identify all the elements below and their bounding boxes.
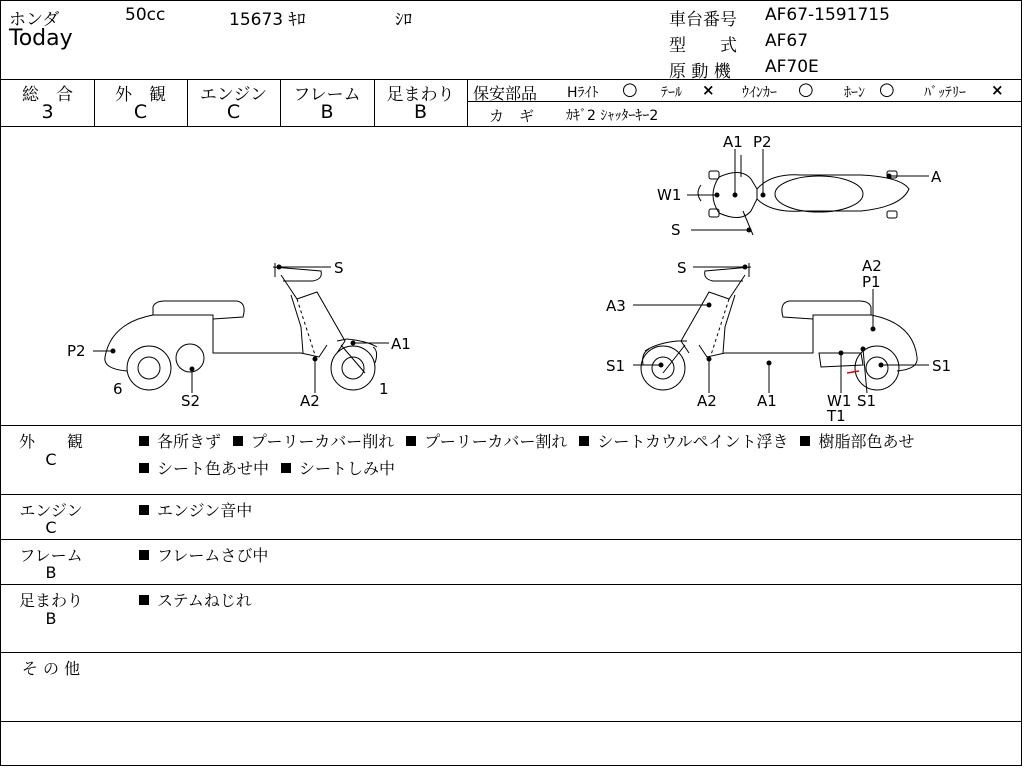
label-top-p2: P2 — [753, 133, 772, 151]
grade-engine-label: エンジン — [199, 85, 268, 105]
note-item: フレームさび中 — [137, 543, 268, 566]
grade-suspension-label: 足まわり — [386, 85, 455, 105]
grade-engine-value: C — [226, 101, 241, 123]
engine-value: AF70E — [765, 57, 819, 77]
winker-mark: ○ — [798, 79, 814, 100]
label-right-p1: P1 — [862, 273, 881, 291]
note-item: 樹脂部色あせ — [798, 429, 914, 452]
grade-exterior-value: C — [133, 101, 148, 123]
section-exterior-notes — [137, 429, 1019, 479]
divider — [467, 79, 468, 126]
maker: ホンダ — [9, 10, 60, 30]
label-left-1: 1 — [379, 380, 389, 398]
section-other-label: そ の 他 — [21, 659, 81, 678]
winker-label: ｳｲﾝｶｰ — [742, 85, 777, 101]
mileage: 15673 ｷﾛ — [229, 10, 306, 30]
label-right-a2-top: A2 — [862, 257, 882, 275]
label-right-s1-left: S1 — [606, 357, 626, 375]
label-right-s: S — [677, 259, 687, 277]
engine-label: 原 動 機 — [669, 62, 731, 82]
color: ｼﾛ — [395, 10, 412, 30]
label-right-a3: A3 — [606, 297, 626, 315]
scooter-top-view — [698, 155, 909, 235]
section-suspension-grade: B — [45, 609, 57, 628]
safety-title: 保安部品 — [473, 84, 538, 103]
section-exterior-label: 外 観 — [18, 432, 83, 451]
battery-label: ﾊﾞｯﾃﾘｰ — [924, 85, 966, 101]
label-top-a: A — [931, 168, 942, 186]
section-suspension-label: 足まわり — [18, 591, 83, 610]
headlight-mark: ○ — [622, 79, 638, 100]
divider — [1, 494, 1022, 495]
grade-frame-value: B — [320, 101, 334, 123]
battery-mark: × — [991, 81, 1004, 99]
divider — [1, 584, 1022, 585]
type-label: 型 式 — [669, 36, 737, 56]
label-left-6: 6 — [113, 380, 123, 398]
note-item: プーリーカバー削れ — [231, 429, 394, 452]
label-left-s: S — [334, 259, 344, 277]
horn-label: ﾎｰﾝ — [844, 85, 865, 101]
divider — [1, 721, 1022, 722]
scooter-left-view — [105, 263, 377, 390]
section-engine-grade: C — [45, 518, 57, 537]
label-left-s2: S2 — [181, 392, 201, 410]
frame-no: AF67-1591715 — [765, 5, 890, 25]
model-name: Today — [9, 26, 73, 51]
divider — [1, 425, 1022, 426]
section-frame-label: フレーム — [19, 546, 83, 565]
section-engine-label: エンジン — [19, 501, 83, 520]
grade-total-value: 3 — [41, 101, 54, 123]
grade-suspension-value: B — [413, 101, 428, 123]
key-label: カ ギ — [489, 107, 535, 125]
type-value: AF67 — [765, 31, 809, 51]
note-item: ステムねじれ — [137, 588, 252, 611]
horn-mark: ○ — [879, 79, 895, 100]
key-value: ｶｷﾞ2 ｼｬｯﾀｰｷｰ2 — [566, 108, 659, 124]
divider — [1, 652, 1022, 653]
displacement: 50cc — [125, 5, 166, 25]
divider — [1, 539, 1022, 540]
note-item: 各所きず — [137, 429, 221, 452]
grade-total-label: 総 合 — [22, 85, 73, 105]
label-left-a1: A1 — [391, 335, 411, 353]
label-right-s1-bottom: S1 — [857, 392, 877, 410]
headlight-label: Hﾗｲﾄ — [567, 85, 599, 101]
frame-no-label: 車台番号 — [669, 10, 737, 30]
note-item: プーリーカバー割れ — [404, 429, 567, 452]
grade-frame-label: フレーム — [293, 85, 361, 105]
label-top-a1: A1 — [723, 133, 743, 151]
label-right-a2: A2 — [697, 392, 717, 410]
tail-mark: × — [702, 81, 715, 99]
scooter-diagram — [1, 127, 1022, 425]
section-frame-grade: B — [45, 563, 57, 582]
label-left-p2: P2 — [67, 342, 86, 360]
grade-exterior-label: 外 観 — [115, 85, 166, 105]
note-item: エンジン音中 — [137, 498, 252, 521]
label-right-a1: A1 — [757, 392, 777, 410]
label-right-s1-right: S1 — [932, 357, 952, 375]
note-item: シートカウルペイント浮き — [577, 429, 788, 452]
tail-label: ﾃｰﾙ — [661, 85, 682, 101]
label-left-a2: A2 — [300, 392, 320, 410]
label-top-w1: W1 — [657, 186, 682, 204]
label-right-t1: T1 — [827, 407, 846, 425]
red-mark — [847, 371, 859, 373]
label-top-s: S — [671, 221, 681, 239]
section-exterior-grade: C — [45, 450, 57, 469]
note-item: シート色あせ中 — [137, 456, 269, 479]
label-right-w1: W1 — [827, 392, 852, 410]
note-item: シートしみ中 — [279, 456, 395, 479]
damage-points — [111, 174, 892, 372]
